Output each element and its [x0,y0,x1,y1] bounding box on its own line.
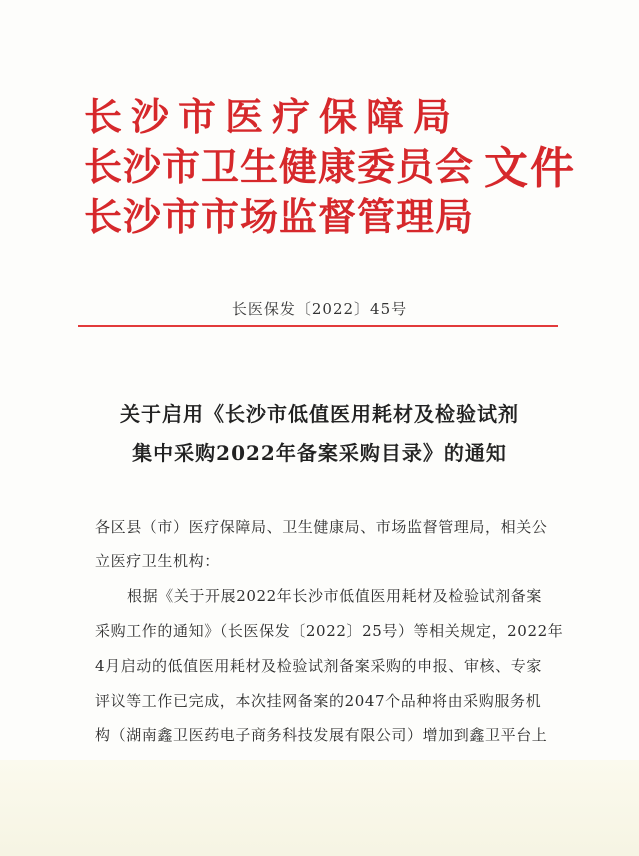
page-bottom-shade [0,760,639,856]
document-number: 长医保发〔2022〕45号 [231,300,408,318]
agency-market-supervision-bureau: 长沙市市场监督管理局 [84,194,475,239]
body-line-paragraph-start: 根据《关于开展2022年长沙市低值医用耗材及检验试剂备案 [127,587,542,605]
notice-title-line-2: 集中采购2022年备案采购目录》的通知 [132,441,507,465]
body-line: 构（湖南鑫卫医药电子商务科技发展有限公司）增加到鑫卫平台上 [95,726,548,744]
body-line: 4月启动的低值医用耗材及检验试剂备案采购的申报、审核、专家 [95,657,542,675]
agency-medical-security-bureau: 长沙市医疗保障局 [84,94,461,139]
red-divider-line [78,325,558,327]
issuing-agencies [84,92,474,242]
file-label: 文件 [484,143,576,194]
body-line: 评议等工作已完成，本次挂网备案的2047个品种将由采购服务机 [95,692,542,710]
body-line-addressee-cont: 立医疗卫生机构： [95,552,220,570]
body-line: 采购工作的通知》（长医保发〔2022〕25号）等相关规定，2022年 [95,622,564,640]
notice-title-line-1: 关于启用《长沙市低值医用耗材及检验试剂 [120,402,519,426]
body-line-addressee: 各区县（市）医疗保障局、卫生健康局、市场监督管理局，相关公 [95,518,548,536]
agency-health-commission: 长沙市卫生健康委员会 [84,144,475,189]
